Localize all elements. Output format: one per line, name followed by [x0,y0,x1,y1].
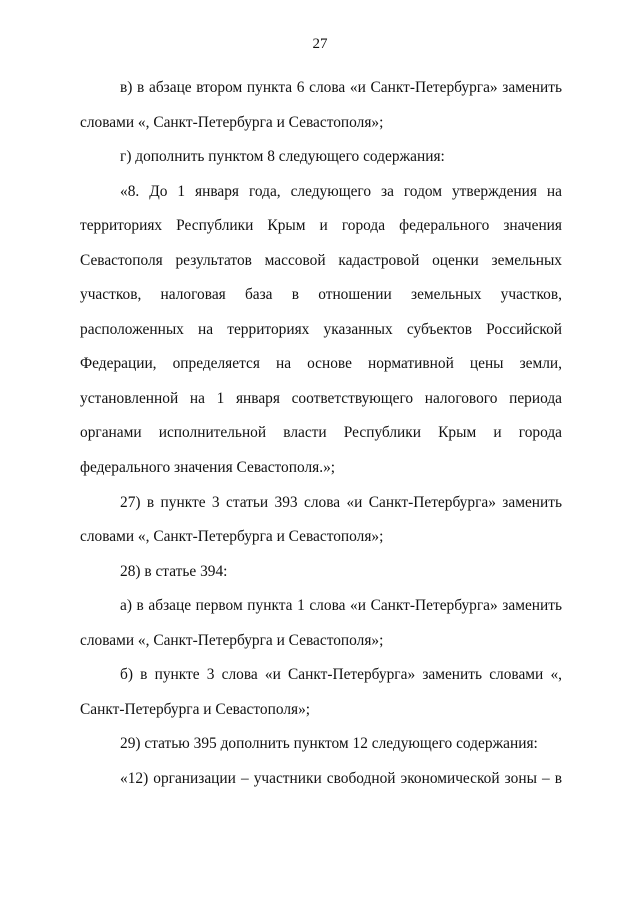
paragraph-item-29: 29) статью 395 дополнить пунктом 12 следующего содержания: [120,735,538,753]
page-number: 27 [312,36,328,52]
paragraph-item-g: г) дополнить пунктом 8 следующего содержания: [120,148,445,166]
paragraph-item-v: в) в абзаце втором пункта 6 слова «и Санкт-Петербурга» заменить словами «, Санкт-Петербурга и Севастополя»; [80,79,562,131]
paragraph-item-a: а) в абзаце первом пункта 1 слова «и Санкт-Петербурга» заменить словами «, Санкт-Петербурга и Севастополя»; [80,597,562,649]
paragraph-item-b: б) в пункте 3 слова «и Санкт-Петербурга» заменить словами «, Санкт-Петербурга и Севастополя»; [80,666,562,718]
document-body [80,71,562,796]
paragraph-item-28: 28) в статье 394: [120,562,228,580]
paragraph-item-27: 27) в пункте 3 статьи 393 слова «и Санкт-Петербурга» заменить словами «, Санкт-Петербурга и Севастополя»; [80,493,562,546]
paragraph-point-8: «8. До 1 января года, следующего за годом утверждения на территориях Республики Крым и города федерального значения Севастополя результатов массовой кадастровой оценки земельных участков, налоговая база в отношении земельных участков, расположенных на территориях указанных субъектов Российской Федерации, определяется на основе нормативной цены земли, установленной на 1 января соответствующего налогового периода органами исполнительной власти Республики Крым и города федерального значения Севастополя.»; [80,182,562,477]
paragraph-point-12: «12) организации – участники свободной экономической зоны – в [120,769,562,787]
